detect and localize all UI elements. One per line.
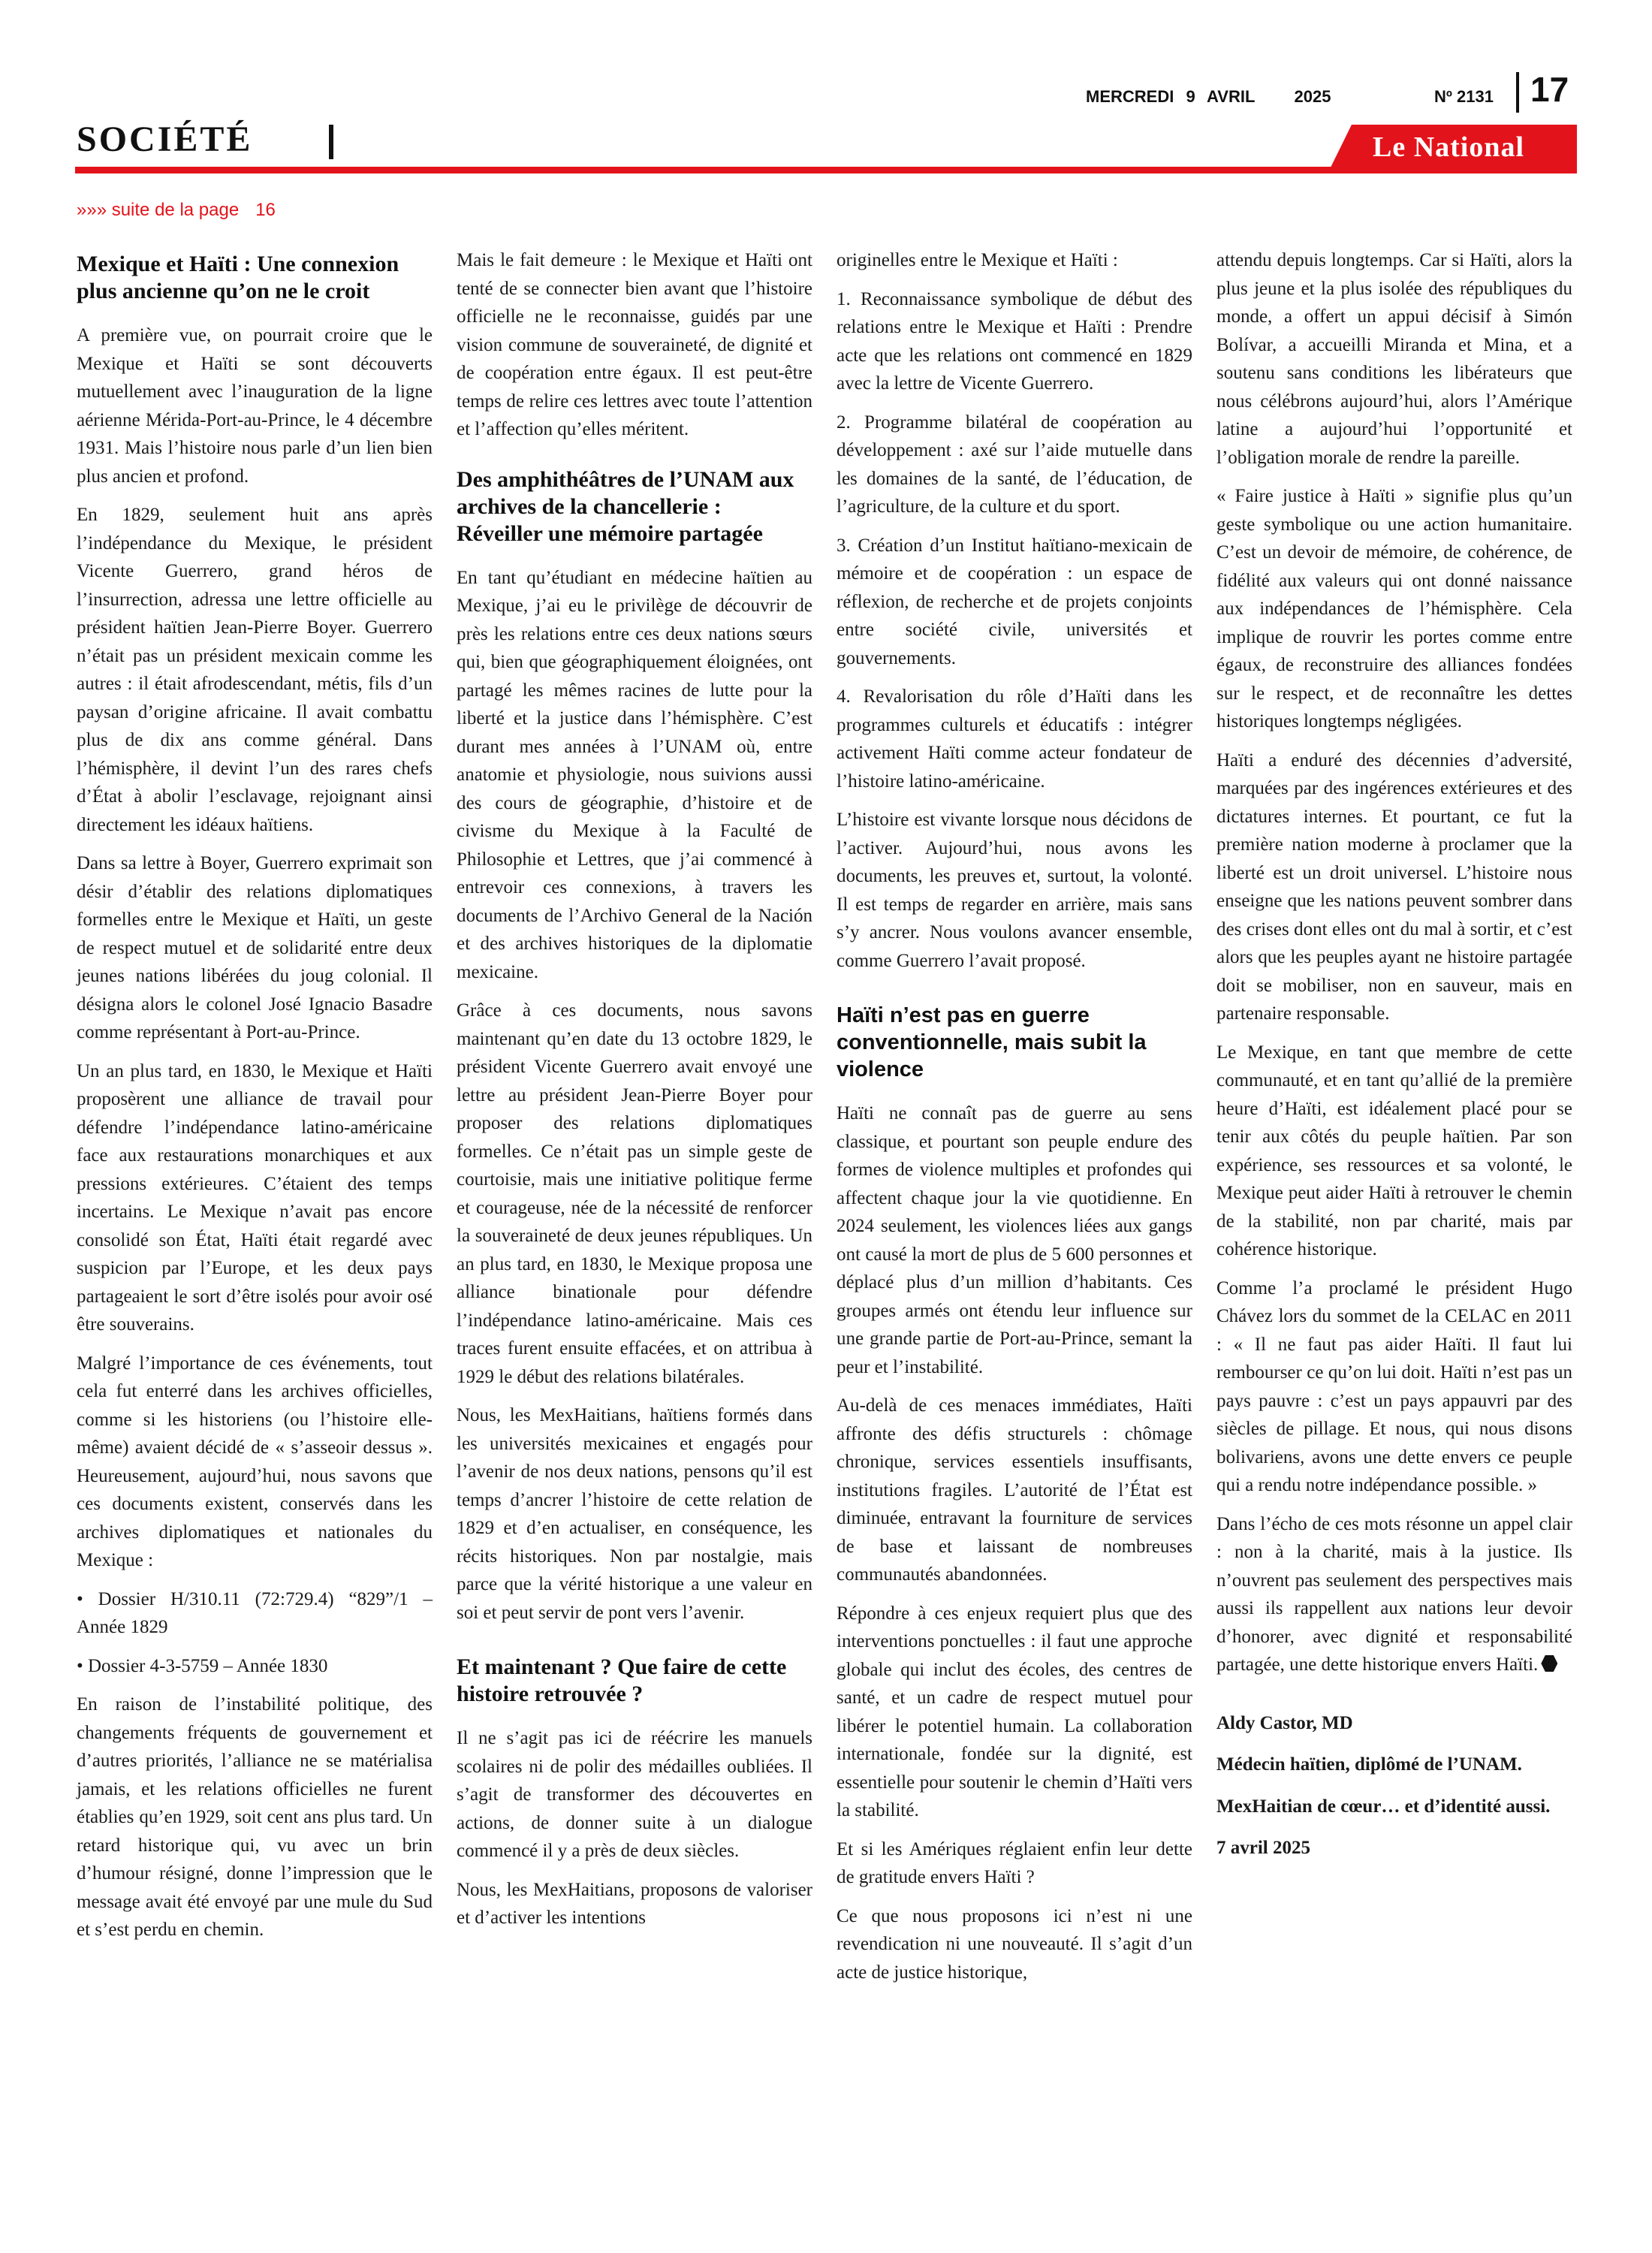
page-header bbox=[0, 0, 1652, 220]
paragraph: Il ne s’agit pas ici de réécrire les manuels scolaires ni de polir des médailles oubliées. Il s’agit de transformer des découvertes en actions, de donner suite à un dialogue commencé il y a près de deux siècles. bbox=[457, 1728, 812, 1861]
article-column-1 bbox=[77, 251, 433, 1955]
archive-list-item: • Dossier 4-3-5759 – Année 1830 bbox=[77, 1655, 328, 1676]
issue-year: 2025 bbox=[1294, 87, 1331, 106]
paragraph: Dans sa lettre à Boyer, Guerrero exprimait son désir d’établir des relations diplomatiques formelles entre le Mexique et Haïti, un geste de respect mutuel et de solidarité entre deux jeunes nations libérées du joug colonial. Il désigna alors le colonel José Ignacio Basadre comme représentant à Port-au-Prince. bbox=[77, 853, 433, 1042]
paragraph: Un an plus tard, en 1830, le Mexique et Haïti proposèrent une alliance de travail pour défendre l’indépendance latino-américaine face aux restaurations monarchiques et aux pressions extérieures. C’étaient des temps incertains. Le Mexique n’avait pas encore consolidé son État, Haïti était regardé avec suspicion par l’Europe, et les deux pays partageaient le sort d’être isolés pour avoir osé être souverains. bbox=[77, 1060, 433, 1335]
paragraph: Au-delà de ces menaces immédiates, Haïti affronte des défis structurels : chômage chronique, services essentiels insuffisants, institutions fragiles. L’autorité de l’État est diminuée, entravant la fourniture de services de base et laissant de nombreuses communautés abandonnées. bbox=[837, 1395, 1192, 1585]
proposal-item: 1. Reconnaissance symbolique de début des relations entre le Mexique et Haïti : Prendre acte que les relations ont commencé en 1829 avec la lettre de Vicente Guerrero. bbox=[837, 288, 1192, 394]
paragraph: Haïti ne connaît pas de guerre au sens classique, et pourtant son peuple endure des formes de violence multiples et profondes qui affectent chaque jour la vie quotidienne. En 2024 seulement, les violences liées aux gangs ont causé la mort de plus de 5 600 personnes et déplacé plus d’un million d’habitants. Ces groupes armés ont étendu leur influence sur une grande partie de Port-au-Prince, semant la peur et l’instabilité. bbox=[837, 1103, 1192, 1377]
paragraph: A première vue, on pourrait croire que le Mexique et Haïti se sont découverts mutuellement avec l’inauguration de la ligne aérienne Mérida-Port-au-Prince, le 4 décembre 1931. Mais l’histoire nous parle d’un lien bien plus ancien et profond. bbox=[77, 325, 433, 487]
author-role: MexHaitian de cœur… et d’identité aussi. bbox=[1216, 1796, 1551, 1817]
article-column-3 bbox=[837, 246, 1192, 1997]
paragraph bbox=[1216, 1510, 1572, 1679]
issue-number: Nº 2131 bbox=[1434, 87, 1494, 106]
paragraph: Haïti a enduré des décennies d’adversité, marquées par des ingérences extérieures et des dictatures internes. Et pourtant, ce fut la première nation moderne à proclamer que la liberté est un droit universel. L’histoire nous enseigne que les nations peuvent sombrer dans des crises dont elles ont du mal à sortir, et c’est alors que les peuples ayant ne histoire partagée doit se mobiliser, non en sauveur, mais en partenaire responsable. bbox=[1216, 749, 1572, 1024]
paragraph: Nous, les MexHaitians, proposons de valoriser et d’activer les intentions bbox=[457, 1879, 812, 1928]
section-title: SOCIÉTÉ bbox=[77, 119, 253, 159]
subheading: Et maintenant ? Que faire de cette histoire retrouvée ? bbox=[457, 1654, 787, 1706]
proposal-item: 2. Programme bilatéral de coopération au développement : axé sur l’aide mutuelle dans les domaines de la santé, de l’éducation, de l’agriculture, de la culture et du sport. bbox=[837, 412, 1192, 517]
section-divider bbox=[329, 125, 333, 159]
author-role: Médecin haïtien, diplômé de l’UNAM. bbox=[1216, 1754, 1522, 1775]
issue-date bbox=[1086, 87, 1338, 107]
subheading: Haïti n’est pas en guerre conventionnelle, mais subit la violence bbox=[837, 1003, 1147, 1081]
page-number-divider bbox=[1516, 72, 1519, 113]
article-column-2 bbox=[457, 246, 812, 1943]
paragraph: Le Mexique, en tant que membre de cette communauté, et en tant qu’allié de la première heure d’Haïti, est idéalement placé pour se tenir aux côtés du peuple haïtien. Par son expérience, ses ressources et sa volonté, le Mexique peut aider Haïti à retrouver le chemin de la stabilité, non par charité, mais par cohérence historique. bbox=[1216, 1042, 1572, 1259]
proposal-item: 4. Revalorisation du rôle d’Haïti dans les programmes culturels et éducatifs : intégrer activement Haïti comme acteur fondateur de l’histoire latino-américaine. bbox=[837, 686, 1192, 792]
article-date: 7 avril 2025 bbox=[1216, 1838, 1310, 1858]
paragraph: En raison de l’instabilité politique, des changements fréquents de gouvernement et d’autres priorités, l’alliance ne se matérialisa jamais, et les relations officielles ne furent établies qu’en 1929, soit cent ans plus tard. Un retard historique qui, vu avec un brin d’humour résigné, donne l’impression que le message avait été envoyé par une mule du Sud et s’est perdu en chemin. bbox=[77, 1694, 433, 1940]
article-column-4 bbox=[1216, 246, 1572, 1876]
paragraph: Grâce à ces documents, nous savons maintenant qu’en date du 13 octobre 1829, le président Vicente Guerrero avait envoyé une lettre au président Jean-Pierre Boyer pour proposer des relations diplomatiques formelles. Ce n’était pas un simple geste de courtoisie, mais une initiative politique ferme et courageuse, née de la nécessité de renforcer la souveraineté de deux jeunes républiques. Un an plus tard, en 1830, le Mexique proposa une alliance binationale pour défendre l’indépendance latino-américaine. Mais ces traces furent ensuite effacées, et on attribua à 1929 le début des relations bilatérales. bbox=[457, 1000, 812, 1387]
issue-month: AVRIL bbox=[1207, 87, 1256, 106]
closing-text: Dans l’écho de ces mots résonne un appel clair : non à la charité, mais à la justice. Ils n’ouvrent pas seulement des perspectives mais aussi ils rappellent aux nations leur devoir d’honorer, avec dignité et responsabilité partagée, une dette historique envers Haïti. bbox=[1216, 1513, 1572, 1675]
paragraph: L’histoire est vivante lorsque nous décidons de l’activer. Aujourd’hui, nous avons les documents, les preuves et, surtout, la volonté. Il est temps de regarder en arrière, mais sans s’y ancrer. Nous voulons avancer ensemble, comme Guerrero l’avait proposé. bbox=[837, 810, 1192, 971]
paragraph: attendu depuis longtemps. Car si Haïti, alors la plus jeune et la plus isolée des républiques du monde, a offert un appui décisif à Simón Bolívar, a accueilli Miranda et Mina, et a soutenu sans conditions les libérateurs que nous célébrons aujourd’hui, alors l’Amérique latine a aujourd’hui l’opportunité et l’obligation morale de rendre la pareille. bbox=[1216, 250, 1572, 468]
continued-page: 16 bbox=[255, 200, 276, 220]
archive-list-item: • Dossier H/310.11 (72:729.4) “829”/1 – Année 1829 bbox=[77, 1588, 433, 1637]
paragraph: « Faire justice à Haïti » signifie plus qu’un geste symbolique ou une action humanitaire. C’est un devoir de mémoire, de cohérence, de fidélité aux valeurs qui ont donné naissance aux indépendances de l’hémisphère. Cela implique de rouvrir les portes comme entre égaux, de reconstruire des alliances fondées sur le respect, et de reconnaître les dettes historiques longtemps négligées. bbox=[1216, 486, 1572, 731]
paragraph: En tant qu’étudiant en médecine haïtien au Mexique, j’ai eu le privilège de découvrir de près les relations entre ces deux nations sœurs qui, bien que géographiquement éloignées, ont partagé les mêmes racines de lutte pour la liberté et la justice dans l’hémisphère. C’est durant mes années à l’UNAM où, entre anatomie et physiologie, nous suivions aussi des cours de géographie, d’histoire et de civisme du Mexique à la Faculté de Philosophie et Lettres, que j’ai commencé à entrevoir ces connexions, à travers les documents de l’Archivo General de la Nación et des archives historiques de la diplomatie mexicaine. bbox=[457, 567, 812, 982]
paragraph: originelles entre le Mexique et Haïti : bbox=[837, 250, 1118, 270]
paragraph: Nous, les MexHaitians, haïtiens formés dans les universités mexicaines et engagés pour l’avenir de nos deux nations, pensons qu’il est temps d’ancrer l’histoire de cette relation de 1829 et d’en actualiser, en conséquence, les récits historiques. Non par nostalgie, mais parce que la vérité historique a une valeur en soi et peut servir de pont vers l’avenir. bbox=[457, 1405, 812, 1623]
continued-label: »»» suite de la page bbox=[77, 200, 240, 220]
paragraph: Mais le fait demeure : le Mexique et Haïti ont tenté de se connecter bien avant que l’histoire officielle ne le reconnaisse, guidés par une vision commune de souveraineté, de dignité et de coopération entre égaux. Il est peut-être temps de relire ces lettres avec toute l’attention et l’affection qu’elles méritent. bbox=[457, 250, 812, 439]
end-of-article-icon bbox=[1541, 1655, 1557, 1672]
issue-weekday: MERCREDI bbox=[1086, 87, 1174, 106]
paragraph: Et si les Amériques réglaient enfin leur dette de gratitude envers Haïti ? bbox=[837, 1838, 1192, 1887]
article-headline: Mexique et Haïti : Une connexion plus ancienne qu’on ne le croit bbox=[77, 252, 399, 303]
subheading: Des amphithéâtres de l’UNAM aux archives de la chancellerie : Réveiller une mémoire partagée bbox=[457, 466, 794, 546]
continued-from bbox=[77, 200, 276, 221]
paragraph: Ce que nous proposons ici n’est ni une revendication ni une nouveauté. Il s’agit d’un acte de justice historique, bbox=[837, 1905, 1192, 1983]
proposal-item: 3. Création d’un Institut haïtiano-mexicain de mémoire et de coopération : un espace de réflexion, de recherche et de projets conjoints entre société civile, universités et gouvernements. bbox=[837, 535, 1192, 668]
page-number: 17 bbox=[1530, 70, 1569, 109]
author-name: Aldy Castor, MD bbox=[1216, 1712, 1353, 1733]
newspaper-name: Le National bbox=[1373, 131, 1525, 163]
paragraph: En 1829, seulement huit ans après l’indépendance du Mexique, le président Vicente Guerrero, grand héros de l’insurrection, adressa une lettre officielle au président haïtien Jean-Pierre Boyer. Guerrero n’était pas un président mexicain comme les autres : il était afrodescendant, métis, fils d’un paysan d’origine africaine. Il avait combattu plus de dix ans comme général. Dans l’hémisphère, il devint l’un des rares chefs d’État à abolir l’esclavage, rejoignant ainsi directement les idéaux haïtiens. bbox=[77, 505, 433, 835]
paragraph: Répondre à ces enjeux requiert plus que des interventions ponctuelles : il faut une approche globale qui inclut des écoles, des centres de santé, et un cadre de respect mutuel pour libérer le potentiel humain. La collaboration internationale, fondée sur la dignité, est essentielle pour soutenir le chemin d’Haïti vers la stabilité. bbox=[837, 1603, 1192, 1820]
issue-day: 9 bbox=[1186, 87, 1195, 106]
paragraph: Malgré l’importance de ces événements, tout cela fut enterré dans les archives officielles, comme si les historiens (ou l’histoire elle-même) avaient décidé de « s’asseoir dessus ». Heureusement, aujourd’hui, nous savons que ces documents existent, conservés dans les archives diplomatiques et nationales du Mexique : bbox=[77, 1353, 433, 1570]
author-signature bbox=[1216, 1709, 1572, 1862]
paragraph: Comme l’a proclamé le président Hugo Chávez lors du sommet de la CELAC en 2011 : « Il ne faut pas aider Haïti. Il faut lui rembourser ce qu’on lui doit. Haïti n’est pas un pays pauvre : c’est un pays appauvri par des siècles de pillage. Et nous, qui nous disons bolivariens, avons une dette envers ce peuple qui a rendu notre indépendance possible. » bbox=[1216, 1277, 1572, 1495]
